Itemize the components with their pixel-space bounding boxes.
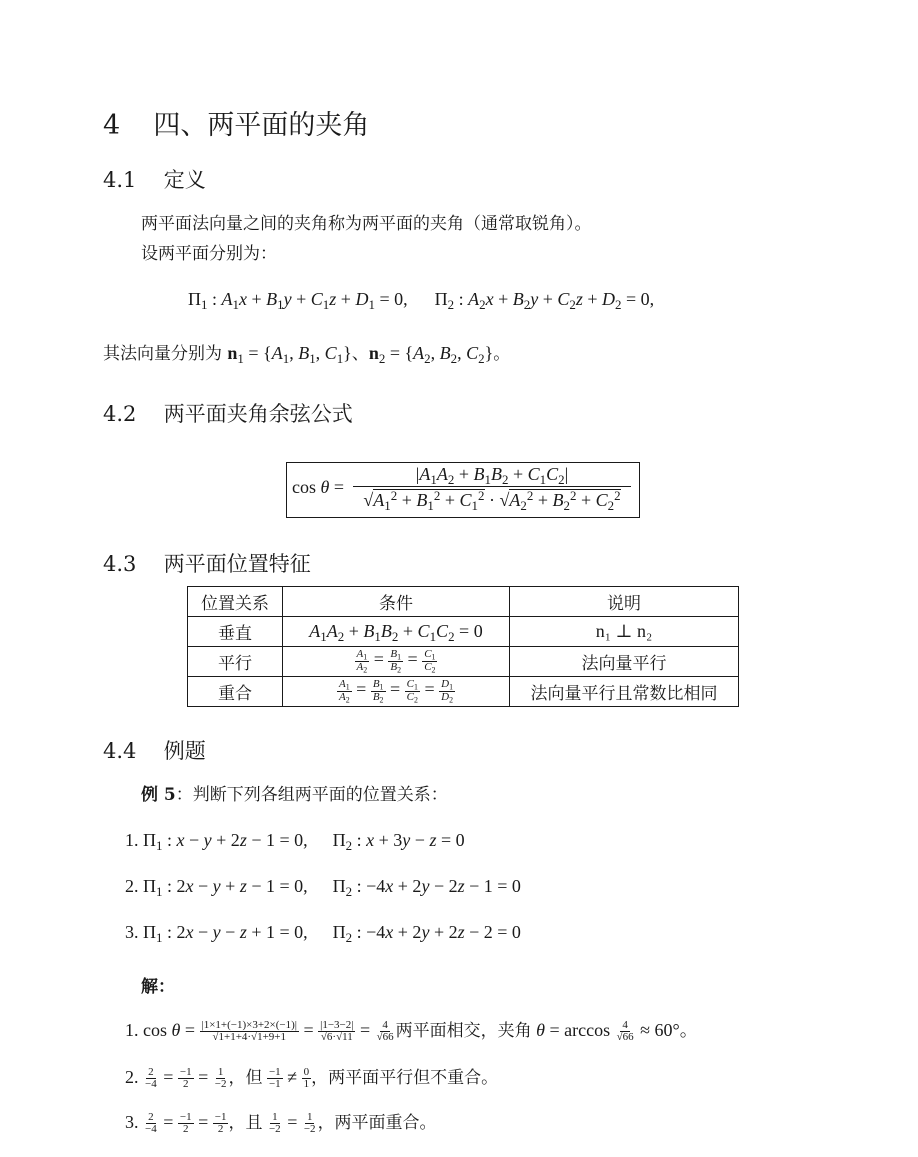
subsection-heading-definition — [103, 164, 206, 194]
solution-3: 3. $\frac{2}{-4}$ = $\frac{-1}{2}$ = $\frac{-1}{2}$ ，且 $\frac{1}{-2}$ = $\frac{1}{-2}$ ，两平面重合。 — [125, 1110, 437, 1136]
solution-number: 3. — [125, 1112, 139, 1132]
subsection-number: 4.2 — [103, 402, 137, 426]
problem-number: 1. — [125, 830, 139, 850]
subsection-heading-position — [103, 548, 311, 578]
position-table — [187, 586, 739, 707]
solution-2-text-1: ，但 — [228, 1068, 263, 1088]
table-header-row — [188, 587, 739, 617]
note-cell: 法向量平行且常数比相同 — [510, 677, 739, 707]
relation-cell: 重合 — [188, 677, 283, 707]
solution-1-text: 两平面相交，夹角 — [395, 1021, 532, 1041]
problem-number: 2. — [125, 876, 139, 896]
problem-number: 3. — [125, 922, 139, 942]
table-row — [188, 677, 739, 707]
normal-vectors-line: 其法向量分别为 $n_1 = \{A_1$, $B_1$, $C_1$}、$n_2 = \{A_2$, $B_2$, $C_2$}。 — [103, 343, 511, 366]
subsection-heading-cosine-formula — [103, 398, 353, 428]
definition-line-1: 两平面法向量之间的夹角称为两平面的夹角（通常取锐角）。 — [141, 214, 592, 234]
table-row — [188, 617, 739, 647]
condition-cell: $\frac{A_1}{A_2}$ = $\frac{B_1}{B_2}$ = $\frac{C_1}{C_2}$ — [283, 647, 510, 677]
solution-2-text-2: ，两平面平行但不重合。 — [311, 1068, 499, 1088]
header-cell: 条件 — [283, 587, 510, 617]
table-row — [188, 647, 739, 677]
subsection-title: 定义 — [163, 168, 206, 192]
subsection-heading-examples — [103, 735, 206, 765]
section-number: 4 — [103, 110, 121, 141]
solution-3-text-2: ，两平面重合。 — [317, 1113, 437, 1133]
subsection-number: 4.1 — [103, 168, 137, 192]
subsection-number: 4.4 — [103, 739, 137, 763]
normals-prefix: 其法向量分别为 — [103, 344, 222, 364]
condition-cell: $\frac{A_1}{A_2}$ = $\frac{B_1}{B_2}$ = $\frac{C_1}{C_2}$ = $\frac{D_1}{D_2}$ — [283, 677, 510, 707]
example-label: 例 5 — [141, 785, 176, 805]
subsection-number: 4.3 — [103, 552, 137, 576]
solution-number: 1. — [125, 1020, 139, 1040]
problem-2: 2. $\Pi_1$ : 2x − y + z − 1 = 0, $\Pi_2$ : −4x + 2y − 2z − 1 = 0 — [125, 876, 521, 899]
note-cell: n₁ ⊥ n₂ — [510, 617, 739, 647]
condition-cell: $A_1A_2 + B_1B_2 + C_1C_2 = 0$ — [283, 617, 510, 647]
subsection-title: 例题 — [163, 739, 206, 763]
section-heading — [103, 103, 369, 142]
relation-cell: 垂直 — [188, 617, 283, 647]
solution-label: 解： — [141, 977, 175, 997]
example-text: ：判断下列各组两平面的位置关系： — [175, 785, 448, 805]
problem-1: 1. $\Pi_1$ : x − y + 2z − 1 = 0, $\Pi_2$ : x + 3y − z = 0 — [125, 830, 465, 853]
problem-3: 3. $\Pi_1$ : 2x − y − z + 1 = 0, $\Pi_2$ : −4x + 2y + 2z − 2 = 0 — [125, 922, 521, 945]
note-cell: 法向量平行 — [510, 647, 739, 677]
subsection-title: 两平面位置特征 — [163, 552, 311, 576]
definition-line-2: 设两平面分别为： — [141, 244, 277, 264]
solution-number: 2. — [125, 1067, 139, 1087]
relation-cell: 平行 — [188, 647, 283, 677]
solution-2: 2. $\frac{2}{-4}$ = $\frac{-1}{2}$ = $\frac{1}{-2}$ ，但 $\frac{-1}{-1}$ ≠ $\frac{0}{1}$ ，两平面平行但不重合。 — [125, 1065, 499, 1091]
section-title: 四、两平面的夹角 — [153, 110, 370, 141]
normals-separator: 、 — [351, 344, 369, 364]
normals-end: 。 — [493, 344, 511, 364]
example-statement — [141, 780, 448, 805]
solution-1: 1. cos θ = $\frac{|1\times 1+(-1)\times 3+2\times(-1)|}{√1+1+4\cdot√1+9+1}$ = $\frac{|1-3-2|}{√6\cdot√11}$ = $\frac{4}{√66}$ 两平面相交，夹角 θ = arccos $\frac{4}{√66}$ ≈ 60°。 — [125, 1018, 698, 1044]
header-cell: 位置关系 — [188, 587, 283, 617]
subsection-title: 两平面夹角余弦公式 — [163, 402, 353, 426]
plane-equations: $\Pi_1$ : $A_1x + B_1y + C_1z + D_1 = 0$, $\Pi_2$ : $A_2x + B_2y + C_2z + D_2 = 0$, — [188, 289, 655, 312]
solution-3-text-1: ，且 — [228, 1113, 263, 1133]
cosine-formula-box: cos θ = $|A_1A_2 + B_1B_2 + C_1C_2|$ $√A_1^2 + B_1^2 + C_1^2 \cdot √A_2^2 + B_2^2 + C_2^2$ — [286, 462, 640, 518]
header-cell: 说明 — [510, 587, 739, 617]
